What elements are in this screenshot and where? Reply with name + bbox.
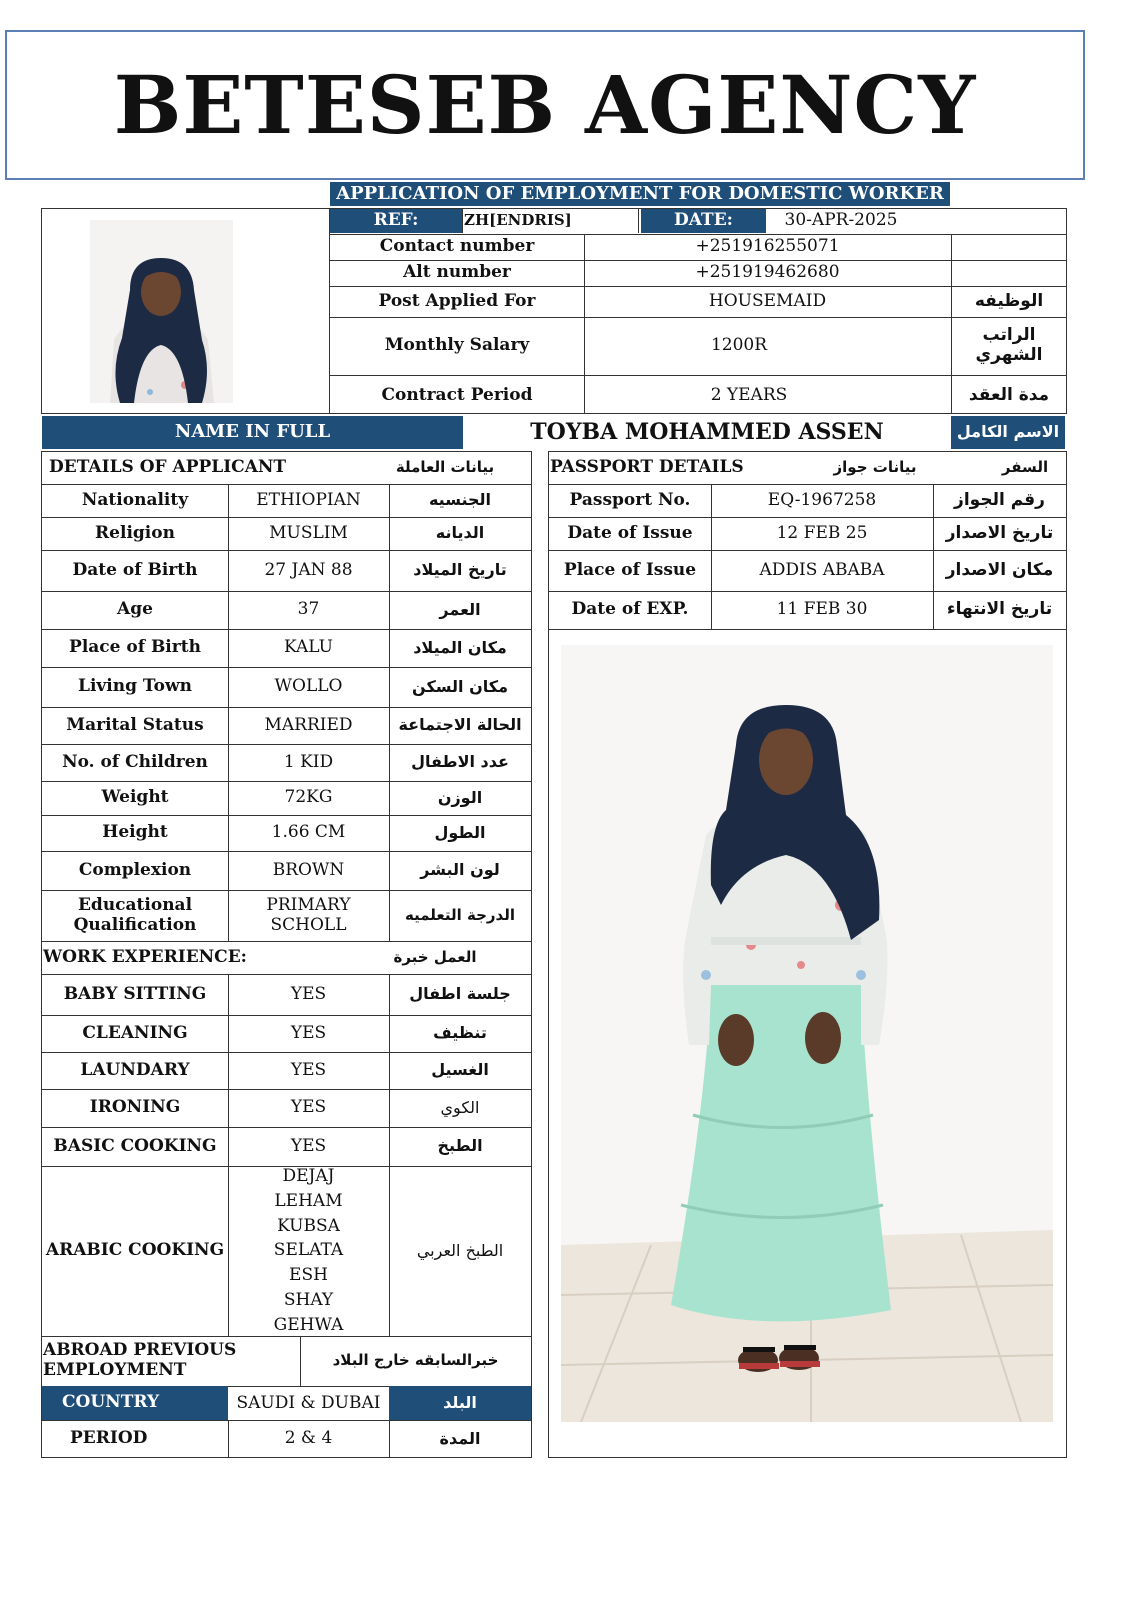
country-label: COUNTRY	[42, 1386, 228, 1420]
baby-sitting-value: YES	[290, 983, 327, 1004]
education-value: PRIMARY SCHOLL	[266, 894, 351, 935]
age-label: Age	[117, 599, 153, 620]
issue-date-ar: تاريخ الاصدار	[945, 522, 1054, 543]
weight-ar: الوزن	[437, 787, 483, 807]
work-heading-ar: العمل خبرة	[393, 947, 477, 966]
height-value: 1.66 CM	[271, 822, 346, 843]
marital-value: MARRIED	[264, 714, 353, 735]
children-value: 1 KID	[283, 751, 334, 772]
form-title: APPLICATION OF EMPLOYMENT FOR DOMESTIC WORKER	[330, 182, 950, 206]
alt-number-value: +251919462680	[695, 262, 840, 283]
pob-label: Place of Birth	[69, 637, 201, 658]
period-label: PERIOD	[70, 1428, 148, 1449]
contract-ar: مدة العقد	[968, 385, 1050, 406]
nationality-ar: الجنسيه	[428, 490, 492, 510]
applicant-photo-small	[90, 220, 233, 403]
complexion-ar: لون البشر	[420, 860, 500, 880]
name-ar: الاسم الكامل	[951, 416, 1065, 449]
living-town-ar: مكان السكن	[412, 676, 508, 696]
agency-title-box	[5, 30, 1085, 180]
applicant-photo-full	[561, 645, 1053, 1422]
laundary-label: LAUNDARY	[80, 1059, 190, 1080]
cooking-item: DEJAJ	[282, 1166, 335, 1186]
cleaning-value: YES	[290, 1022, 327, 1043]
dob-value: 27 JAN 88	[264, 559, 353, 580]
country-value: SAUDI & DUBAI	[228, 1386, 389, 1420]
expiry-value: 11 FEB 30	[776, 599, 868, 620]
issue-place-value: ADDIS ABABA	[759, 559, 885, 580]
passport-heading: PASSPORT DETAILS	[550, 456, 744, 477]
cooking-item: LEHAM	[274, 1190, 343, 1211]
name-label: NAME IN FULL	[42, 416, 463, 449]
weight-label: Weight	[101, 787, 169, 808]
passport-no-label: Passport No.	[569, 489, 691, 510]
complexion-value: BROWN	[272, 859, 345, 880]
issue-place-label: Place of Issue	[563, 559, 697, 580]
religion-value: MUSLIM	[269, 522, 348, 543]
passport-no-value: EQ-1967258	[767, 489, 877, 510]
ironing-value: YES	[290, 1097, 327, 1118]
contract-value: 2 YEARS	[710, 385, 788, 406]
alt-number-label: Alt number	[403, 262, 511, 283]
applicant-heading-ar: بيانات العاملة	[395, 457, 495, 476]
nationality-value: ETHIOPIAN	[256, 489, 361, 510]
religion-ar: الديانه	[435, 523, 485, 543]
cleaning-ar: تنظيف	[433, 1023, 487, 1043]
height-label: Height	[102, 822, 168, 843]
country-ar: البلد	[389, 1386, 531, 1420]
arabic-cooking-ar: الطبخ العربي	[416, 1240, 504, 1260]
date-value: 30-APR-2025	[784, 210, 898, 231]
arabic-cooking-label: ARABIC COOKING	[45, 1240, 225, 1261]
basic-cooking-value: YES	[290, 1135, 327, 1156]
children-label: No. of Children	[62, 751, 208, 772]
marital-label: Marital Status	[66, 714, 204, 735]
cooking-item: KUBSA	[277, 1215, 340, 1236]
full-name: TOYBA MOHAMMED ASSEN	[530, 418, 884, 445]
post-applied-ar: الوظيفه	[974, 290, 1044, 311]
laundary-ar: الغسيل	[431, 1060, 489, 1080]
education-label: Educational Qualification	[73, 894, 197, 935]
salary-label: Monthly Salary	[384, 335, 530, 356]
pob-value: KALU	[284, 637, 333, 658]
agency-name: BETESEB AGENCY	[113, 58, 977, 152]
nationality-label: Nationality	[81, 489, 189, 510]
passport-heading-ar1: بيانات جواز	[833, 457, 917, 476]
abroad-heading-ar: خبرالسابقه خارج البلاد	[332, 1351, 499, 1370]
ironing-ar: الكوي	[440, 1097, 480, 1117]
marital-ar: الحالة الاجتماعة	[398, 715, 522, 735]
ref-value: ZH[ENDRIS]	[464, 211, 572, 230]
issue-date-value: 12 FEB 25	[776, 522, 868, 543]
passport-no-ar: رقم الجواز	[954, 489, 1045, 510]
cleaning-label: CLEANING	[82, 1022, 188, 1043]
expiry-ar: تاريخ الانتهاء	[946, 599, 1053, 620]
children-ar: عدد الاطفال	[411, 752, 509, 772]
work-heading: WORK EXPERIENCE:	[43, 946, 247, 967]
date-label: DATE:	[641, 209, 766, 233]
post-applied-label: Post Applied For	[378, 290, 536, 311]
height-ar: الطول	[434, 822, 486, 842]
expiry-label: Date of EXP.	[571, 599, 689, 620]
issue-date-label: Date of Issue	[567, 522, 693, 543]
education-ar: الدرجة التعلميه	[405, 905, 515, 924]
dob-ar: تاريخ الميلاد	[413, 560, 507, 580]
living-town-label: Living Town	[78, 676, 192, 697]
issue-place-ar: مكان الاصدار	[945, 559, 1054, 580]
living-town-value: WOLLO	[274, 676, 343, 697]
salary-value: 1200R	[710, 335, 768, 356]
age-ar: العمر	[439, 599, 481, 619]
contract-label: Contract Period	[381, 385, 533, 406]
cooking-item: SELATA	[273, 1240, 344, 1261]
abroad-heading: ABROAD PREVIOUS EMPLOYMENT	[43, 1340, 237, 1380]
contact-value: +251916255071	[695, 236, 840, 257]
laundary-value: YES	[290, 1059, 327, 1080]
dob-label: Date of Birth	[72, 559, 198, 580]
cooking-item: SHAY	[283, 1290, 334, 1311]
cooking-item: GEHWA	[273, 1314, 344, 1335]
period-ar: المدة	[439, 1428, 481, 1448]
passport-heading-ar2: السفر	[1001, 457, 1049, 476]
salary-ar: الراتب الشهري	[975, 325, 1043, 365]
contact-label: Contact number	[379, 236, 535, 257]
ref-label: REF:	[330, 209, 462, 233]
arabic-cooking-items	[228, 1168, 389, 1334]
period-value: 2 & 4	[284, 1428, 333, 1449]
baby-sitting-ar: جلسة اطفال	[409, 984, 511, 1004]
basic-cooking-label: BASIC COOKING	[53, 1135, 217, 1156]
applicant-heading: DETAILS OF APPLICANT	[49, 456, 287, 477]
weight-value: 72KG	[284, 787, 333, 808]
religion-label: Religion	[95, 522, 175, 543]
age-value: 37	[297, 599, 320, 620]
baby-sitting-label: BABY SITTING	[63, 983, 207, 1004]
post-applied-value: HOUSEMAID	[708, 290, 827, 311]
pob-ar: مكان الميلاد	[413, 637, 507, 657]
cooking-item: ESH	[289, 1265, 328, 1286]
complexion-label: Complexion	[78, 859, 192, 880]
basic-cooking-ar: الطبخ	[437, 1136, 483, 1156]
ironing-label: IRONING	[89, 1097, 181, 1118]
